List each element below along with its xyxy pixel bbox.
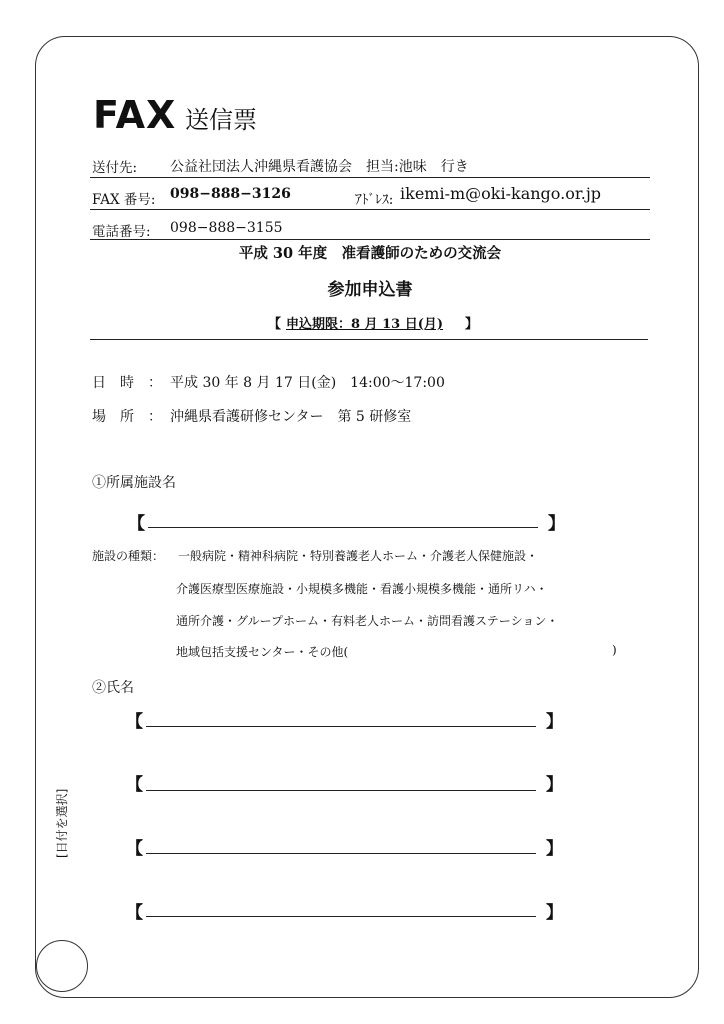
fax-number: 098−888−3126 bbox=[170, 186, 291, 202]
tel-label: 電話番号: bbox=[92, 224, 151, 240]
divider-title bbox=[90, 339, 648, 340]
event-place: 沖縄県看護研修センター 第 5 研修室 bbox=[170, 409, 412, 425]
place-label: 場 所 ： bbox=[92, 409, 162, 425]
email-address: ikemi-m@oki-kango.or.jp bbox=[400, 184, 602, 203]
event-subtitle: 参加申込書 bbox=[327, 280, 413, 300]
facility-types-line-3: 通所介護・グループホーム・有料老人ホーム・訪問看護ステーション・ bbox=[176, 614, 559, 628]
date-select-label[interactable]: [日付を選択] bbox=[55, 788, 69, 858]
facility-types-line-2: 介護医療型医療施設・小規模多機能・看護小規模多機能・通所リハ・ bbox=[176, 582, 548, 596]
address-label: ｱﾄﾞﾚｽ: bbox=[355, 192, 394, 208]
facility-types-close-paren: ) bbox=[612, 643, 617, 657]
name-field-3[interactable] bbox=[146, 853, 536, 854]
name-field-1[interactable] bbox=[146, 726, 536, 727]
divider-to bbox=[90, 177, 650, 178]
name-field-4[interactable] bbox=[146, 916, 536, 917]
fax-title: FAX bbox=[93, 93, 177, 137]
name-bracket-open-1: 【 bbox=[126, 712, 143, 732]
name-bracket-close-3: 】 bbox=[546, 839, 563, 859]
name-bracket-open-4: 【 bbox=[126, 903, 143, 923]
to-label: 送付先: bbox=[92, 160, 138, 176]
name-heading: ②氏名 bbox=[92, 680, 134, 696]
name-bracket-close-4: 】 bbox=[546, 903, 563, 923]
divider-tel bbox=[90, 239, 650, 240]
date-label: 日 時 ： bbox=[92, 375, 162, 391]
deadline-close-bracket: 】 bbox=[465, 317, 479, 332]
stamp-circle bbox=[36, 940, 88, 992]
deadline-open-bracket: 【 bbox=[268, 317, 282, 332]
facility-types-line-4: 地域包括支援センター・その他( bbox=[176, 645, 349, 659]
tel-number: 098−888−3155 bbox=[170, 220, 283, 236]
name-field-2[interactable] bbox=[146, 790, 536, 791]
facility-bracket-open: 【 bbox=[128, 514, 145, 534]
divider-fax bbox=[90, 209, 650, 210]
facility-types-label: 施設の種類： bbox=[92, 549, 165, 563]
facility-heading: ①所属施設名 bbox=[92, 475, 176, 491]
facility-name-field[interactable] bbox=[148, 527, 538, 528]
facility-types-line-1: 一般病院・精神科病院・特別養護老人ホーム・介護老人保健施設・ bbox=[178, 549, 539, 563]
name-bracket-open-2: 【 bbox=[126, 775, 143, 795]
to-value: 公益社団法人沖縄県看護協会 担当:池味 行き bbox=[170, 159, 469, 175]
fax-label: FAX 番号: bbox=[92, 192, 156, 208]
name-bracket-close-2: 】 bbox=[546, 775, 563, 795]
event-date: 平成 30 年 8 月 17 日(金) 14:00〜17:00 bbox=[170, 375, 445, 391]
name-bracket-close-1: 】 bbox=[546, 712, 563, 732]
event-title: 平成 30 年度 准看護師のための交流会 bbox=[238, 245, 502, 262]
fax-subtitle: 送信票 bbox=[185, 106, 257, 134]
facility-bracket-close: 】 bbox=[548, 514, 565, 534]
name-bracket-open-3: 【 bbox=[126, 839, 143, 859]
deadline-text: 申込期限：8 月 13 日(月) bbox=[286, 317, 444, 332]
